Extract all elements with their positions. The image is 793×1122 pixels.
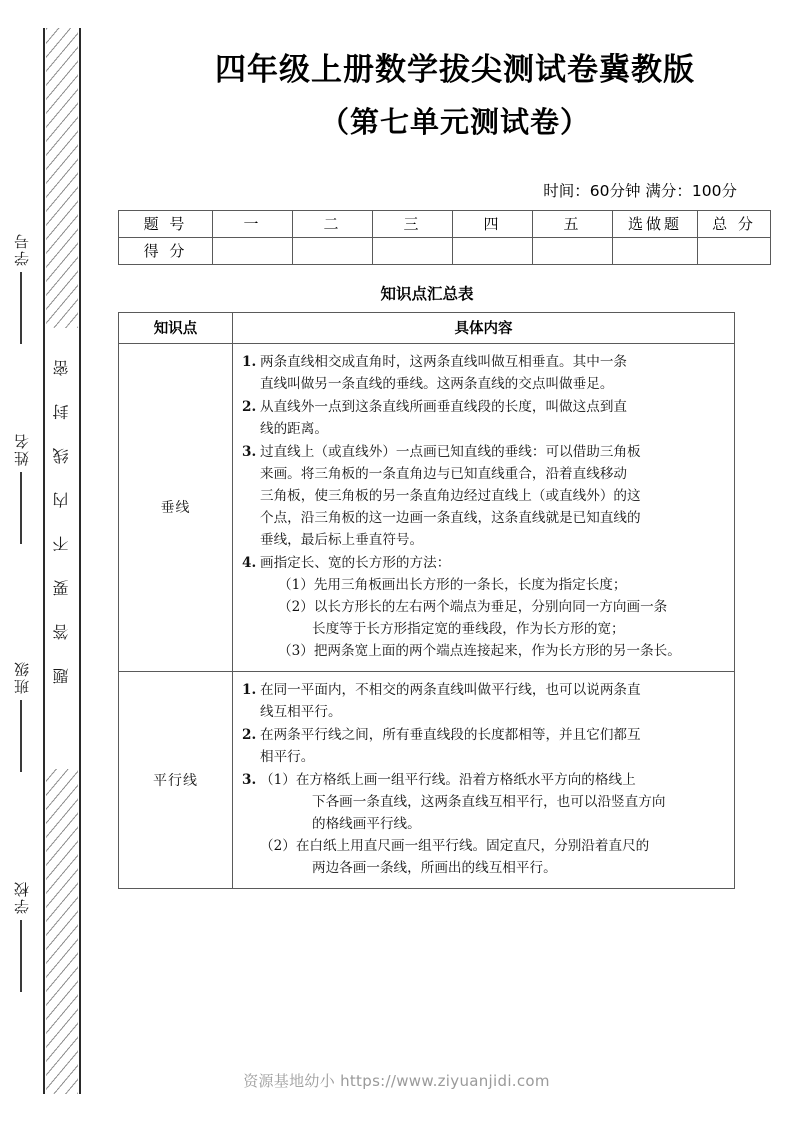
item-marker: 4. (242, 554, 257, 571)
student-class-rule (20, 700, 22, 772)
student-name-label: 姓名 (12, 432, 31, 466)
seal-char-2: 线 (52, 448, 71, 464)
table-row (119, 672, 735, 889)
score-row-label-points: 得 分 (119, 237, 213, 264)
seal-char-0: 密 (52, 360, 71, 376)
score-col-optional: 选做题 (613, 210, 698, 237)
knowledge-point-name: 垂线 (119, 343, 233, 671)
seal-line-text (45, 346, 79, 698)
table-row (119, 210, 771, 237)
sub-item-line: （1）在方格纸上画一组平行线。沿着方格纸水平方向的格线上 (260, 772, 636, 789)
student-school-rule (20, 920, 22, 992)
knowledge-point-name: 平行线 (119, 672, 233, 889)
item-line: 三角板，使三角板的另一条直角边经过直线上（或直线外）的这 (260, 487, 641, 504)
item-text (260, 769, 725, 879)
item-line: 画指定长、宽的长方形的方法： (260, 554, 451, 571)
student-name-rule (20, 472, 22, 544)
list-item (242, 724, 725, 768)
student-name-field[interactable] (6, 432, 36, 544)
seal-char-3: 内 (52, 492, 71, 508)
student-id-label: 学号 (12, 232, 31, 266)
score-row-label-question: 题 号 (119, 210, 213, 237)
item-line: 来画。将三角板的一条直角边与已知直线重合，沿着直线移动 (260, 465, 628, 482)
item-marker: 3. (242, 772, 257, 789)
score-col-4: 四 (453, 210, 533, 237)
table-row (119, 343, 735, 671)
seal-hatch-top (46, 28, 78, 328)
item-marker: 2. (242, 398, 257, 415)
table-header-row (119, 312, 735, 343)
sub-item-line: （2）以长方形长的左右两个端点为垂足，分别向同一方向画一条 (278, 598, 668, 615)
item-marker: 1. (242, 353, 257, 370)
score-col-3: 三 (373, 210, 453, 237)
page-body (117, 0, 793, 1122)
knowledge-table-caption: 知识点汇总表 (380, 284, 474, 303)
sub-item-line: （2）在白纸上用直尺画一组平行线。固定直尺，分别沿着直尺的 (260, 838, 650, 855)
sub-item-line: 下各画一条直线，这两条直线互相平行，也可以沿竖直方向 (312, 794, 666, 811)
sub-item-line: （1）先用三角板画出长方形的一条长，长度为指定长度； (278, 576, 627, 593)
student-class-label: 班级 (12, 660, 31, 694)
item-text (260, 396, 725, 440)
item-line: 线互相平行。 (260, 704, 342, 721)
score-value-3[interactable] (373, 237, 453, 264)
item-text (260, 679, 725, 723)
item-line: 直线叫做另一条直线的垂线。这两条直线的交点叫做垂足。 (260, 375, 614, 392)
item-marker: 1. (242, 682, 257, 699)
seal-band (43, 28, 81, 1094)
score-value-1[interactable] (213, 237, 293, 264)
seal-hatch-bottom (46, 769, 78, 1094)
score-col-1: 一 (213, 210, 293, 237)
seal-char-4: 不 (52, 536, 71, 552)
item-marker: 2. (242, 727, 257, 744)
score-value-5[interactable] (533, 237, 613, 264)
knowledge-table (118, 312, 735, 889)
page-subtitle: （第七单元测试卷） (319, 104, 590, 139)
item-line: 从直线外一点到这条直线所画垂直线段的长度，叫做这点到直 (260, 398, 628, 415)
score-table (118, 210, 771, 265)
score-col-5: 五 (533, 210, 613, 237)
score-col-total: 总 分 (698, 210, 771, 237)
student-school-field[interactable] (6, 880, 36, 992)
item-line: 个点，沿三角板的这一边画一条直线，这条直线就是已知直线的 (260, 509, 641, 526)
student-id-field[interactable] (6, 232, 36, 344)
list-item (242, 441, 725, 551)
item-text (260, 724, 725, 768)
knowledge-point-content (233, 343, 735, 671)
knowledge-header-content: 具体内容 (233, 312, 735, 343)
score-col-2: 二 (293, 210, 373, 237)
student-info-fields (0, 0, 43, 1122)
item-line: 线的距离。 (260, 420, 328, 437)
score-value-2[interactable] (293, 237, 373, 264)
sub-item-line: （3）把两条宽上面的两个端点连接起来，作为长方形的另一条长。 (278, 643, 681, 659)
student-class-field[interactable] (6, 660, 36, 772)
seal-char-5: 要 (52, 580, 71, 596)
sub-item-line: 两边各画一条线，所画出的线互相平行。 (312, 860, 557, 877)
list-item (242, 769, 725, 879)
page-title: 四年级上册数学拔尖测试卷冀教版 (215, 52, 695, 88)
item-line: 垂线，最后标上垂直符号。 (260, 531, 424, 548)
item-text (260, 441, 725, 551)
item-line: 相平行。 (260, 749, 315, 766)
knowledge-point-content (233, 672, 735, 889)
seal-char-6: 答 (52, 624, 71, 640)
score-value-optional[interactable] (613, 237, 698, 264)
sub-item-line: 长度等于长方形指定宽的垂线段，作为长方形的宽； (312, 620, 625, 637)
footer-watermark: 资源基地幼小 https://www.ziyuanjidi.com (243, 1072, 550, 1090)
item-line: 在同一平面内，不相交的两条直线叫做平行线，也可以说两条直 (260, 682, 641, 699)
list-item (242, 679, 725, 723)
exam-meta: 时间：60分钟 满分：100分 (543, 181, 737, 200)
score-value-total[interactable] (698, 237, 771, 264)
list-item (242, 552, 725, 662)
item-line: 过直线上（或直线外）一点画已知直线的垂线：可以借助三角板 (260, 443, 641, 460)
sub-item-line: 的格线画平行线。 (312, 816, 421, 833)
item-line: 在两条平行线之间，所有垂直线段的长度都相等，并且它们都互 (260, 727, 641, 744)
seal-margin (0, 0, 117, 1122)
item-text (260, 351, 725, 395)
score-value-4[interactable] (453, 237, 533, 264)
seal-char-1: 封 (52, 404, 71, 420)
item-text (260, 552, 725, 662)
seal-char-7: 题 (52, 668, 71, 684)
student-id-rule (20, 272, 22, 344)
table-row (119, 237, 771, 264)
student-school-label: 学校 (12, 880, 31, 914)
knowledge-header-point: 知识点 (119, 312, 233, 343)
list-item (242, 351, 725, 395)
item-line: 两条直线相交成直角时，这两条直线叫做互相垂直。其中一条 (260, 353, 628, 370)
list-item (242, 396, 725, 440)
item-marker: 3. (242, 443, 257, 460)
